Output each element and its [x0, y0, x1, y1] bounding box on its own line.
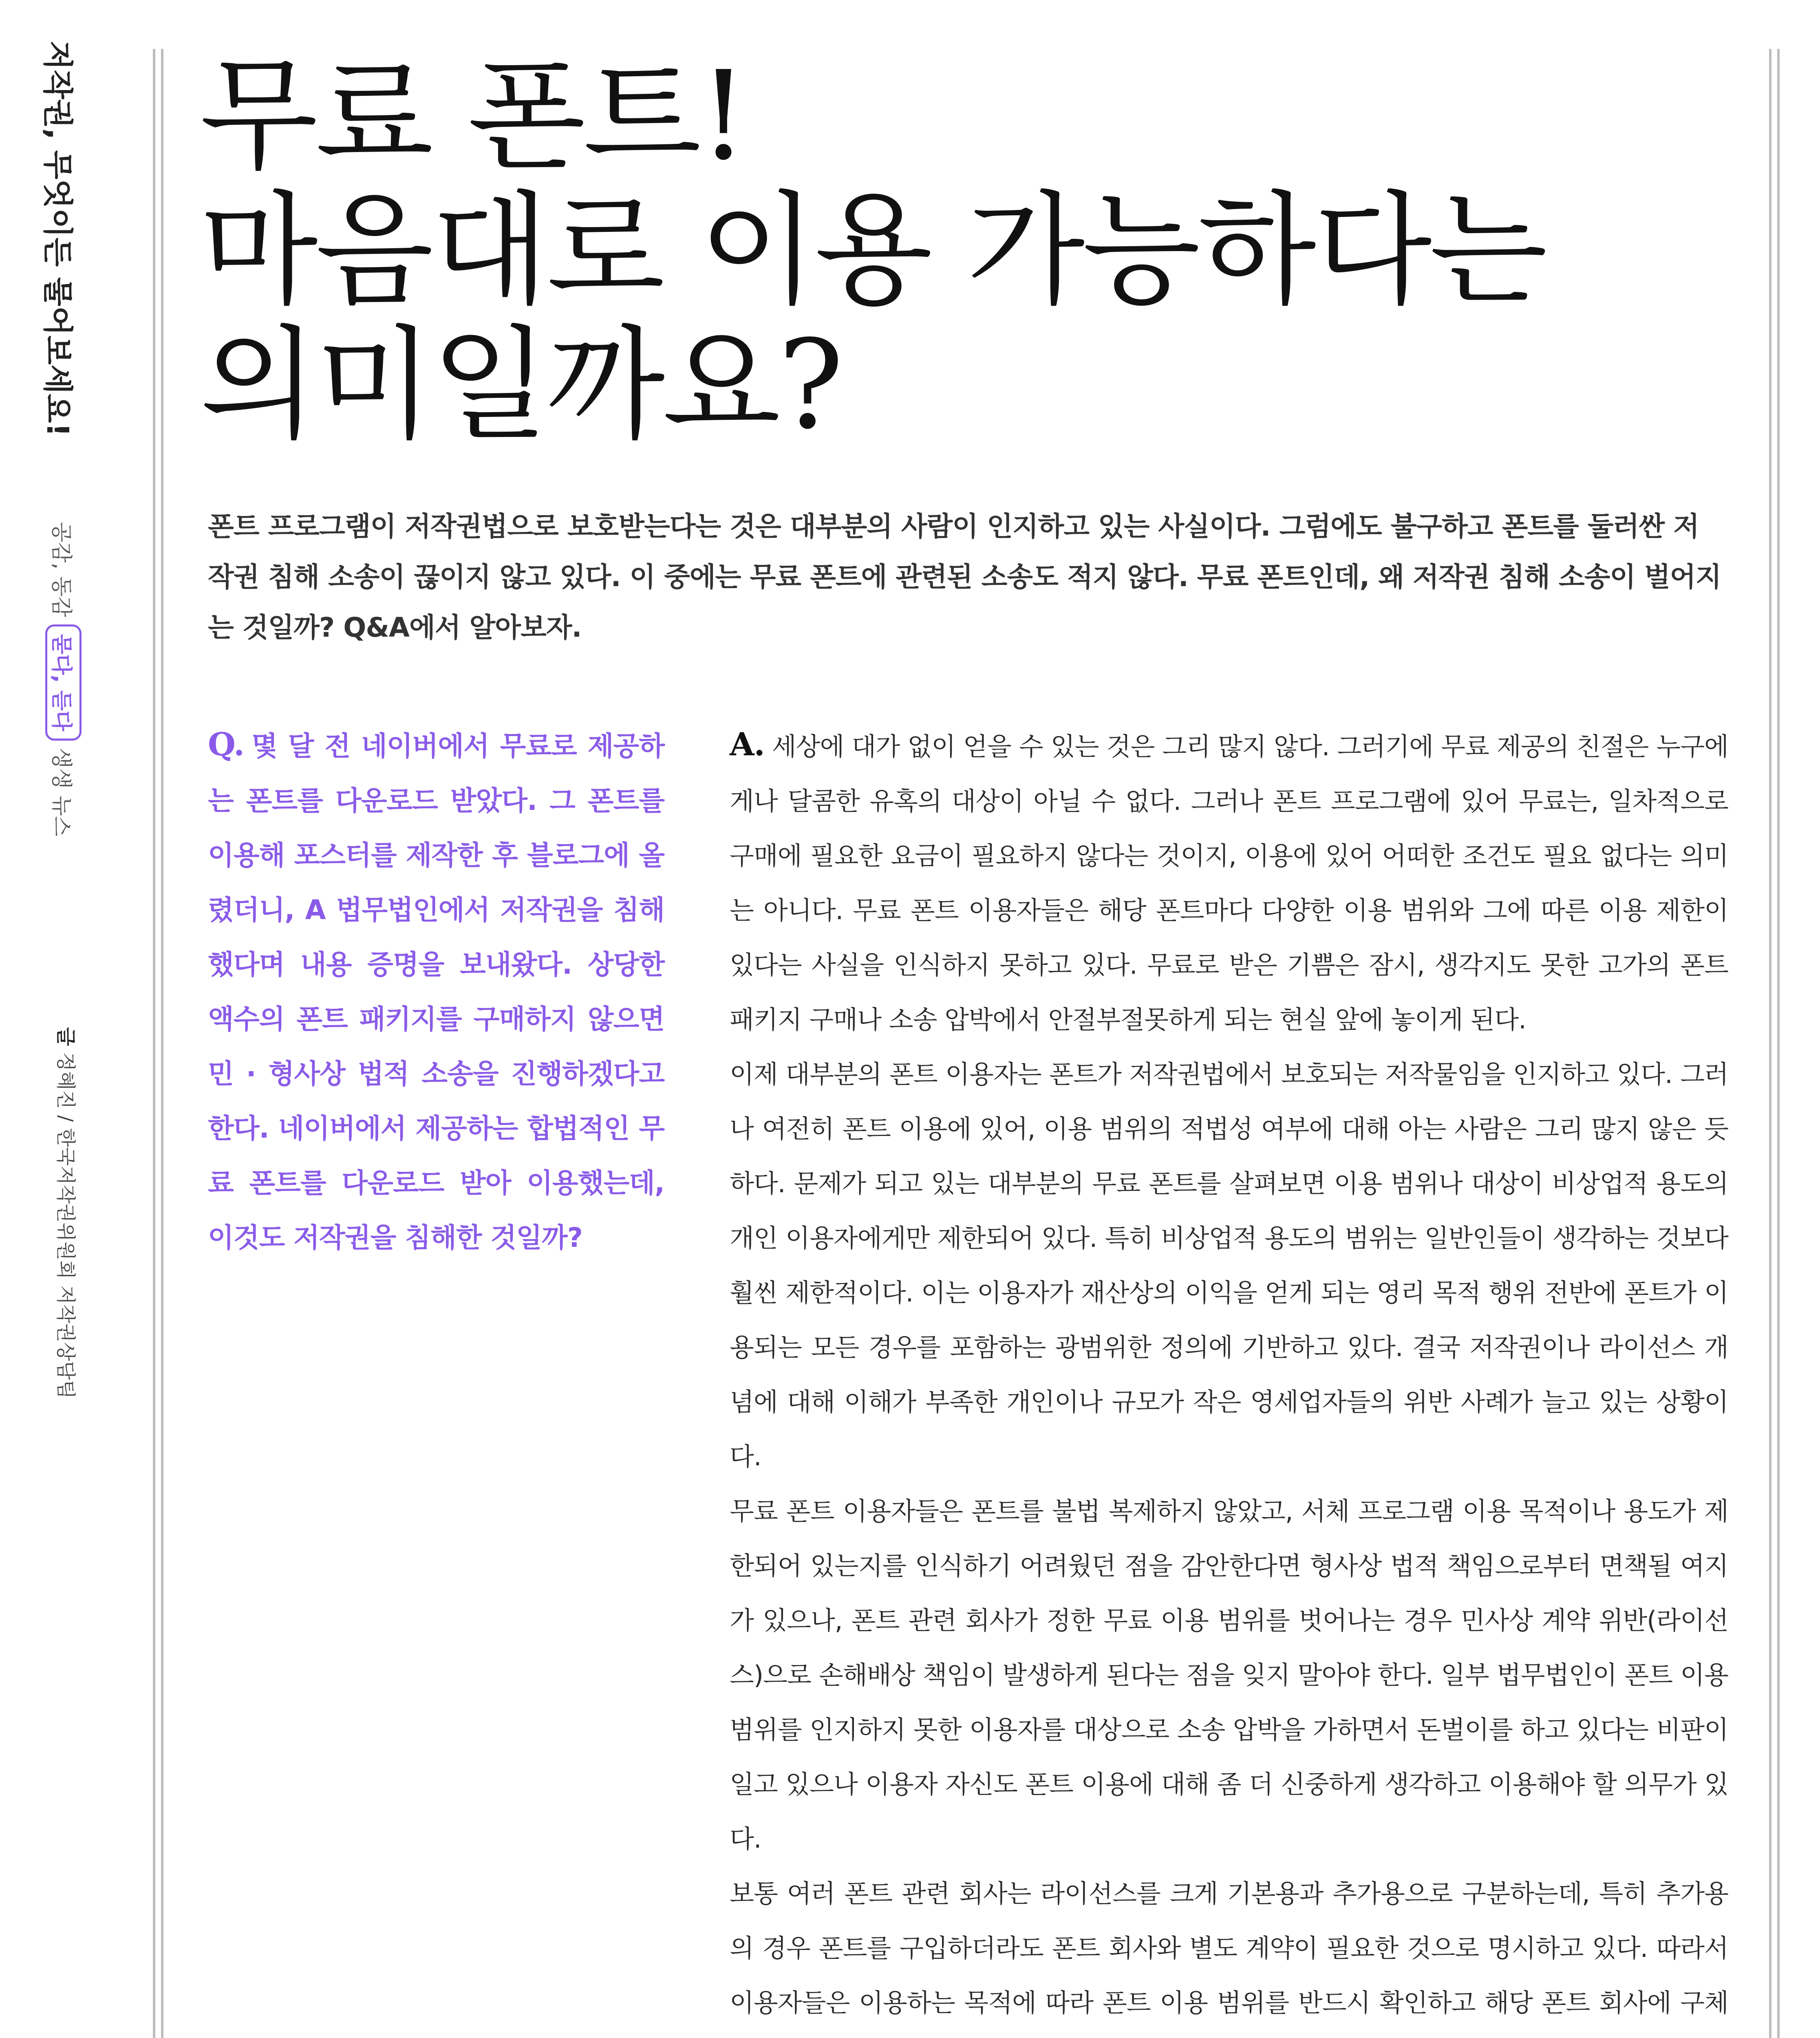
byline-text: 정혜진 / 한국저작권위원회 저작권상담팀 [54, 1052, 77, 1399]
question-text: 몇 달 전 네이버에서 무료로 제공하는 폰트를 다운로드 받았다. 그 폰트를 이용해 포스터를 제작한 후 블로그에 올렸더니, A 법무법인에서 저작권을 침해했다며 내용 증명을 보내왔다. 상당한 액수의 폰트 패키지를 구매하지 않으면 민 · 형사상 법적 소송을 진행하겠다고 한다. 네이버에서 제공하는 합법적인 무료 폰트를 다운로드 받아 이용했는데, 이것도 저작권을 침해한 것일까? [208, 730, 664, 1253]
question-marker: Q. [208, 726, 245, 763]
section-nav [45, 522, 82, 836]
byline-prefix: 글 [54, 1027, 77, 1046]
answer-marker: A. [730, 726, 765, 763]
section-title: 저작권, 무엇이든 물어보세요! [40, 41, 75, 437]
nav-item-news[interactable]: 생생 뉴스 [49, 748, 73, 837]
right-rule-outer [1777, 49, 1780, 2038]
answer-paragraph [730, 717, 1728, 1047]
headline [200, 45, 1667, 456]
right-rule-inner [1769, 49, 1771, 2038]
headline-line-2: 마음대로 이용 가능하다는 [200, 179, 1545, 322]
answer-paragraph-3: 무료 폰트 이용자들은 폰트를 불법 복제하지 않았고, 서체 프로그램 이용 목적이나 용도가 제한되어 있는지를 인식하기 어려웠던 점을 감안한다면 형사상 법적 책임으로부터 면책될 여지가 있으나, 폰트 관련 회사가 정한 무료 이용 범위를 벗어나는 경우 민사상 계약 위반(라이선스)으로 손해배상 책임이 발생하게 된다는 점을 잊지 말아야 한다. 일부 법무법인이 폰트 이용 범위를 인지하지 못한 이용자를 대상으로 소송 압박을 가하면서 돈벌이를 하고 있다는 비판이 일고 있으나 이용자 자신도 폰트 이용에 대해 좀 더 신중하게 생각하고 이용해야 할 의무가 있다. [730, 1496, 1728, 1854]
nav-item-empathy[interactable]: 공감, 동감 [49, 522, 73, 617]
answer-paragraph-1: 세상에 대가 없이 얻을 수 있는 것은 그리 많지 않다. 그러기에 무료 제공의 친절은 누구에게나 달콤한 유혹의 대상이 아닐 수 없다. 그러나 폰트 프로그램에 있어 무료는, 일차적으로 구매에 필요한 요금이 필요하지 않다는 것이지, 이용에 있어 어떠한 조건도 필요 없다는 의미는 아니다. 무료 폰트 이용자들은 해당 폰트마다 다양한 이용 범위와 그에 따른 이용 제한이 있다는 사실을 인식하지 못하고 있다. 무료로 받은 기쁨은 잠시, 생각지도 못한 고가의 폰트 패키지 구매나 소송 압박에서 안절부절못하게 되는 현실 앞에 놓이게 된다. [730, 732, 1728, 1034]
headline-line-1: 무료 폰트! [200, 45, 746, 187]
answer-block [730, 717, 1728, 2038]
question-block [208, 717, 664, 1265]
answer-paragraph-4: 보통 여러 폰트 관련 회사는 라이선스를 크게 기본용과 추가용으로 구분하는데, 특히 추가용의 경우 폰트를 구입하더라도 폰트 회사와 별도 계약이 필요한 것으로 명시하고 있다. 따라서 이용자들은 이용하는 목적에 따라 폰트 이용 범위를 반드시 확인하고 해당 폰트 회사에 구체 [730, 1879, 1728, 2018]
section-sidebar [24, 41, 82, 1427]
nav-item-qa[interactable]: 묻다, 듣다 [45, 624, 82, 741]
headline-line-3: 의미일까요? [200, 314, 841, 456]
byline [53, 1027, 82, 1399]
left-rule-outer [153, 49, 155, 2038]
answer-paragraph-2: 이제 대부분의 폰트 이용자는 폰트가 저작권법에서 보호되는 저작물임을 인지하고 있다. 그러나 여전히 폰트 이용에 있어, 이용 범위의 적법성 여부에 대해 아는 사람은 그리 많지 않은 듯하다. 문제가 되고 있는 대부분의 무료 폰트를 살펴보면 이용 범위나 대상이 비상업적 용도의 개인 이용자에게만 제한되어 있다. 특히 비상업적 용도의 범위는 일반인들이 생각하는 것보다 훨씬 제한적이다. 이는 이용자가 재산상의 이익을 얻게 되는 영리 목적 행위 전반에 폰트가 이용되는 모든 경우를 포함하는 광범위한 정의에 기반하고 있다. 결국 저작권이나 라이선스 개념에 대해 이해가 부족한 개인이나 규모가 작은 영세업자들의 위반 사례가 늘고 있는 상황이다. [730, 1059, 1728, 1471]
left-rule-inner [161, 49, 163, 2038]
lead-paragraph: 폰트 프로그램이 저작권법으로 보호받는다는 것은 대부분의 사람이 인지하고 있는 사실이다. 그럼에도 불구하고 폰트를 둘러싼 저작권 침해 소송이 끊이지 않고 있다. 이 중에는 무료 폰트에 관련된 소송도 적지 않다. 무료 폰트인데, 왜 저작권 침해 소송이 벌어지는 것일까? Q&A에서 알아보자. [208, 511, 1721, 643]
